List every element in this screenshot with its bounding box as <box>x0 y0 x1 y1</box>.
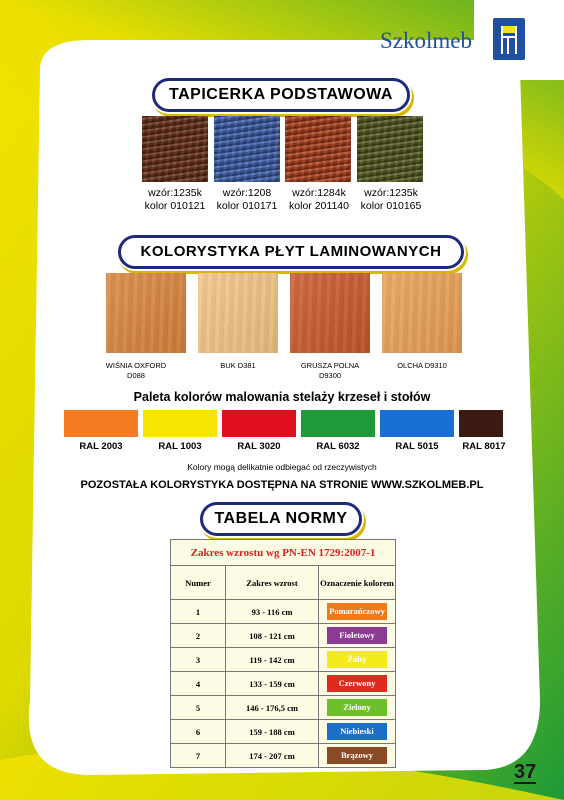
row-range: 108 - 121 cm <box>226 624 319 648</box>
upholstery-swatch-4 <box>357 116 423 182</box>
palette-note: Kolory mogą delikatnie odbiegać od rzeczywistych <box>187 462 377 472</box>
row-color-cell <box>319 624 396 648</box>
ral-swatch-1 <box>64 410 138 437</box>
row-number: 3 <box>171 648 226 672</box>
table-row <box>171 720 396 744</box>
ral-label-6: RAL 8017 <box>462 441 506 452</box>
ral-label-2: RAL 1003 <box>158 441 202 452</box>
color-chip: Pomarańczowy <box>327 603 387 620</box>
color-label: kolor 010171 <box>216 200 278 212</box>
upholstery-swatch-3 <box>285 116 351 182</box>
upholstery-swatch-2 <box>214 116 280 182</box>
pattern-label: wzór:1235k <box>364 187 418 199</box>
pattern-label: wzór:1284k <box>292 187 346 199</box>
upholstery-swatch-1 <box>142 116 208 182</box>
ral-label-5: RAL 5015 <box>395 441 439 452</box>
header-range: Zakres wzrost <box>226 566 319 600</box>
row-number: 6 <box>171 720 226 744</box>
pattern-label: wzór:1208 <box>222 187 272 199</box>
table-row <box>171 744 396 768</box>
laminate-swatch-2 <box>198 273 278 353</box>
laminate-swatch-4 <box>382 273 462 353</box>
row-range: 174 - 207 cm <box>226 744 319 768</box>
palette-more-info: POZOSTAŁA KOLORYSTYKA DOSTĘPNA NA STRONIE WWW.SZKOLMEB.PL <box>80 479 484 491</box>
row-number: 2 <box>171 624 226 648</box>
row-color-cell <box>319 696 396 720</box>
row-range: 119 - 142 cm <box>226 648 319 672</box>
color-label: kolor 010121 <box>144 200 206 212</box>
color-label: kolor 201140 <box>289 200 349 212</box>
color-chip: Fioletowy <box>327 627 387 644</box>
row-number: 7 <box>171 744 226 768</box>
row-range: 159 - 188 cm <box>226 720 319 744</box>
row-range: 93 - 116 cm <box>226 600 319 624</box>
row-color-cell <box>319 648 396 672</box>
pattern-label: wzór:1235k <box>148 187 202 199</box>
ral-label-4: RAL 6032 <box>316 441 360 452</box>
table-row <box>171 672 396 696</box>
color-chip: Czerwony <box>327 675 387 692</box>
section-title-norm: TABELA NORMY <box>200 502 362 536</box>
height-norm-table <box>170 539 396 768</box>
row-number: 5 <box>171 696 226 720</box>
row-color-cell <box>319 600 396 624</box>
table-row <box>171 648 396 672</box>
section-title-laminate: KOLORYSTYKA PŁYT LAMINOWANYCH <box>118 235 464 269</box>
header-number: Numer <box>171 566 226 600</box>
page-number: 37 <box>514 761 537 783</box>
table-row <box>171 600 396 624</box>
section-title-upholstery: TAPICERKA PODSTAWOWA <box>152 78 410 112</box>
ral-swatch-3 <box>222 410 296 437</box>
row-number: 1 <box>171 600 226 624</box>
palette-title: Paleta kolorów malowania stelaży krzeseł i stołów <box>133 390 431 404</box>
ral-swatch-2 <box>143 410 217 437</box>
row-range: 146 - 176,5 cm <box>226 696 319 720</box>
upholstery-caption-4 <box>346 187 436 213</box>
ral-label-3: RAL 3020 <box>237 441 281 452</box>
chair-logo-icon <box>493 18 525 60</box>
laminate-swatch-3 <box>290 273 370 353</box>
color-chip: Żółty <box>327 651 387 668</box>
laminate-caption-1: WIŚNIA OXFORD D088 <box>105 361 167 380</box>
header-color: Oznaczenie kolorem <box>319 566 396 600</box>
laminate-swatch-1 <box>106 273 186 353</box>
laminate-caption-4: OLCHA D9310 <box>397 361 447 370</box>
row-color-cell <box>319 720 396 744</box>
row-color-cell <box>319 672 396 696</box>
table-row <box>171 696 396 720</box>
color-chip: Zielony <box>327 699 387 716</box>
ral-swatch-5 <box>380 410 454 437</box>
row-range: 133 - 159 cm <box>226 672 319 696</box>
table-row <box>171 624 396 648</box>
ral-swatch-6 <box>459 410 503 437</box>
color-label: kolor 010165 <box>360 200 422 212</box>
row-number: 4 <box>171 672 226 696</box>
color-chip: Niebieski <box>327 723 387 740</box>
ral-swatch-4 <box>301 410 375 437</box>
laminate-caption-3: GRUSZA POLNA D9300 <box>300 361 360 380</box>
ral-label-1: RAL 2003 <box>79 441 123 452</box>
color-chip: Brązowy <box>327 747 387 764</box>
brand-name: Szkolmeb <box>380 28 472 53</box>
laminate-caption-2: BUK D381 <box>220 361 256 370</box>
table-title: Zakres wzrostu wg PN-EN 1729:2007-1 <box>171 540 396 566</box>
row-color-cell <box>319 744 396 768</box>
